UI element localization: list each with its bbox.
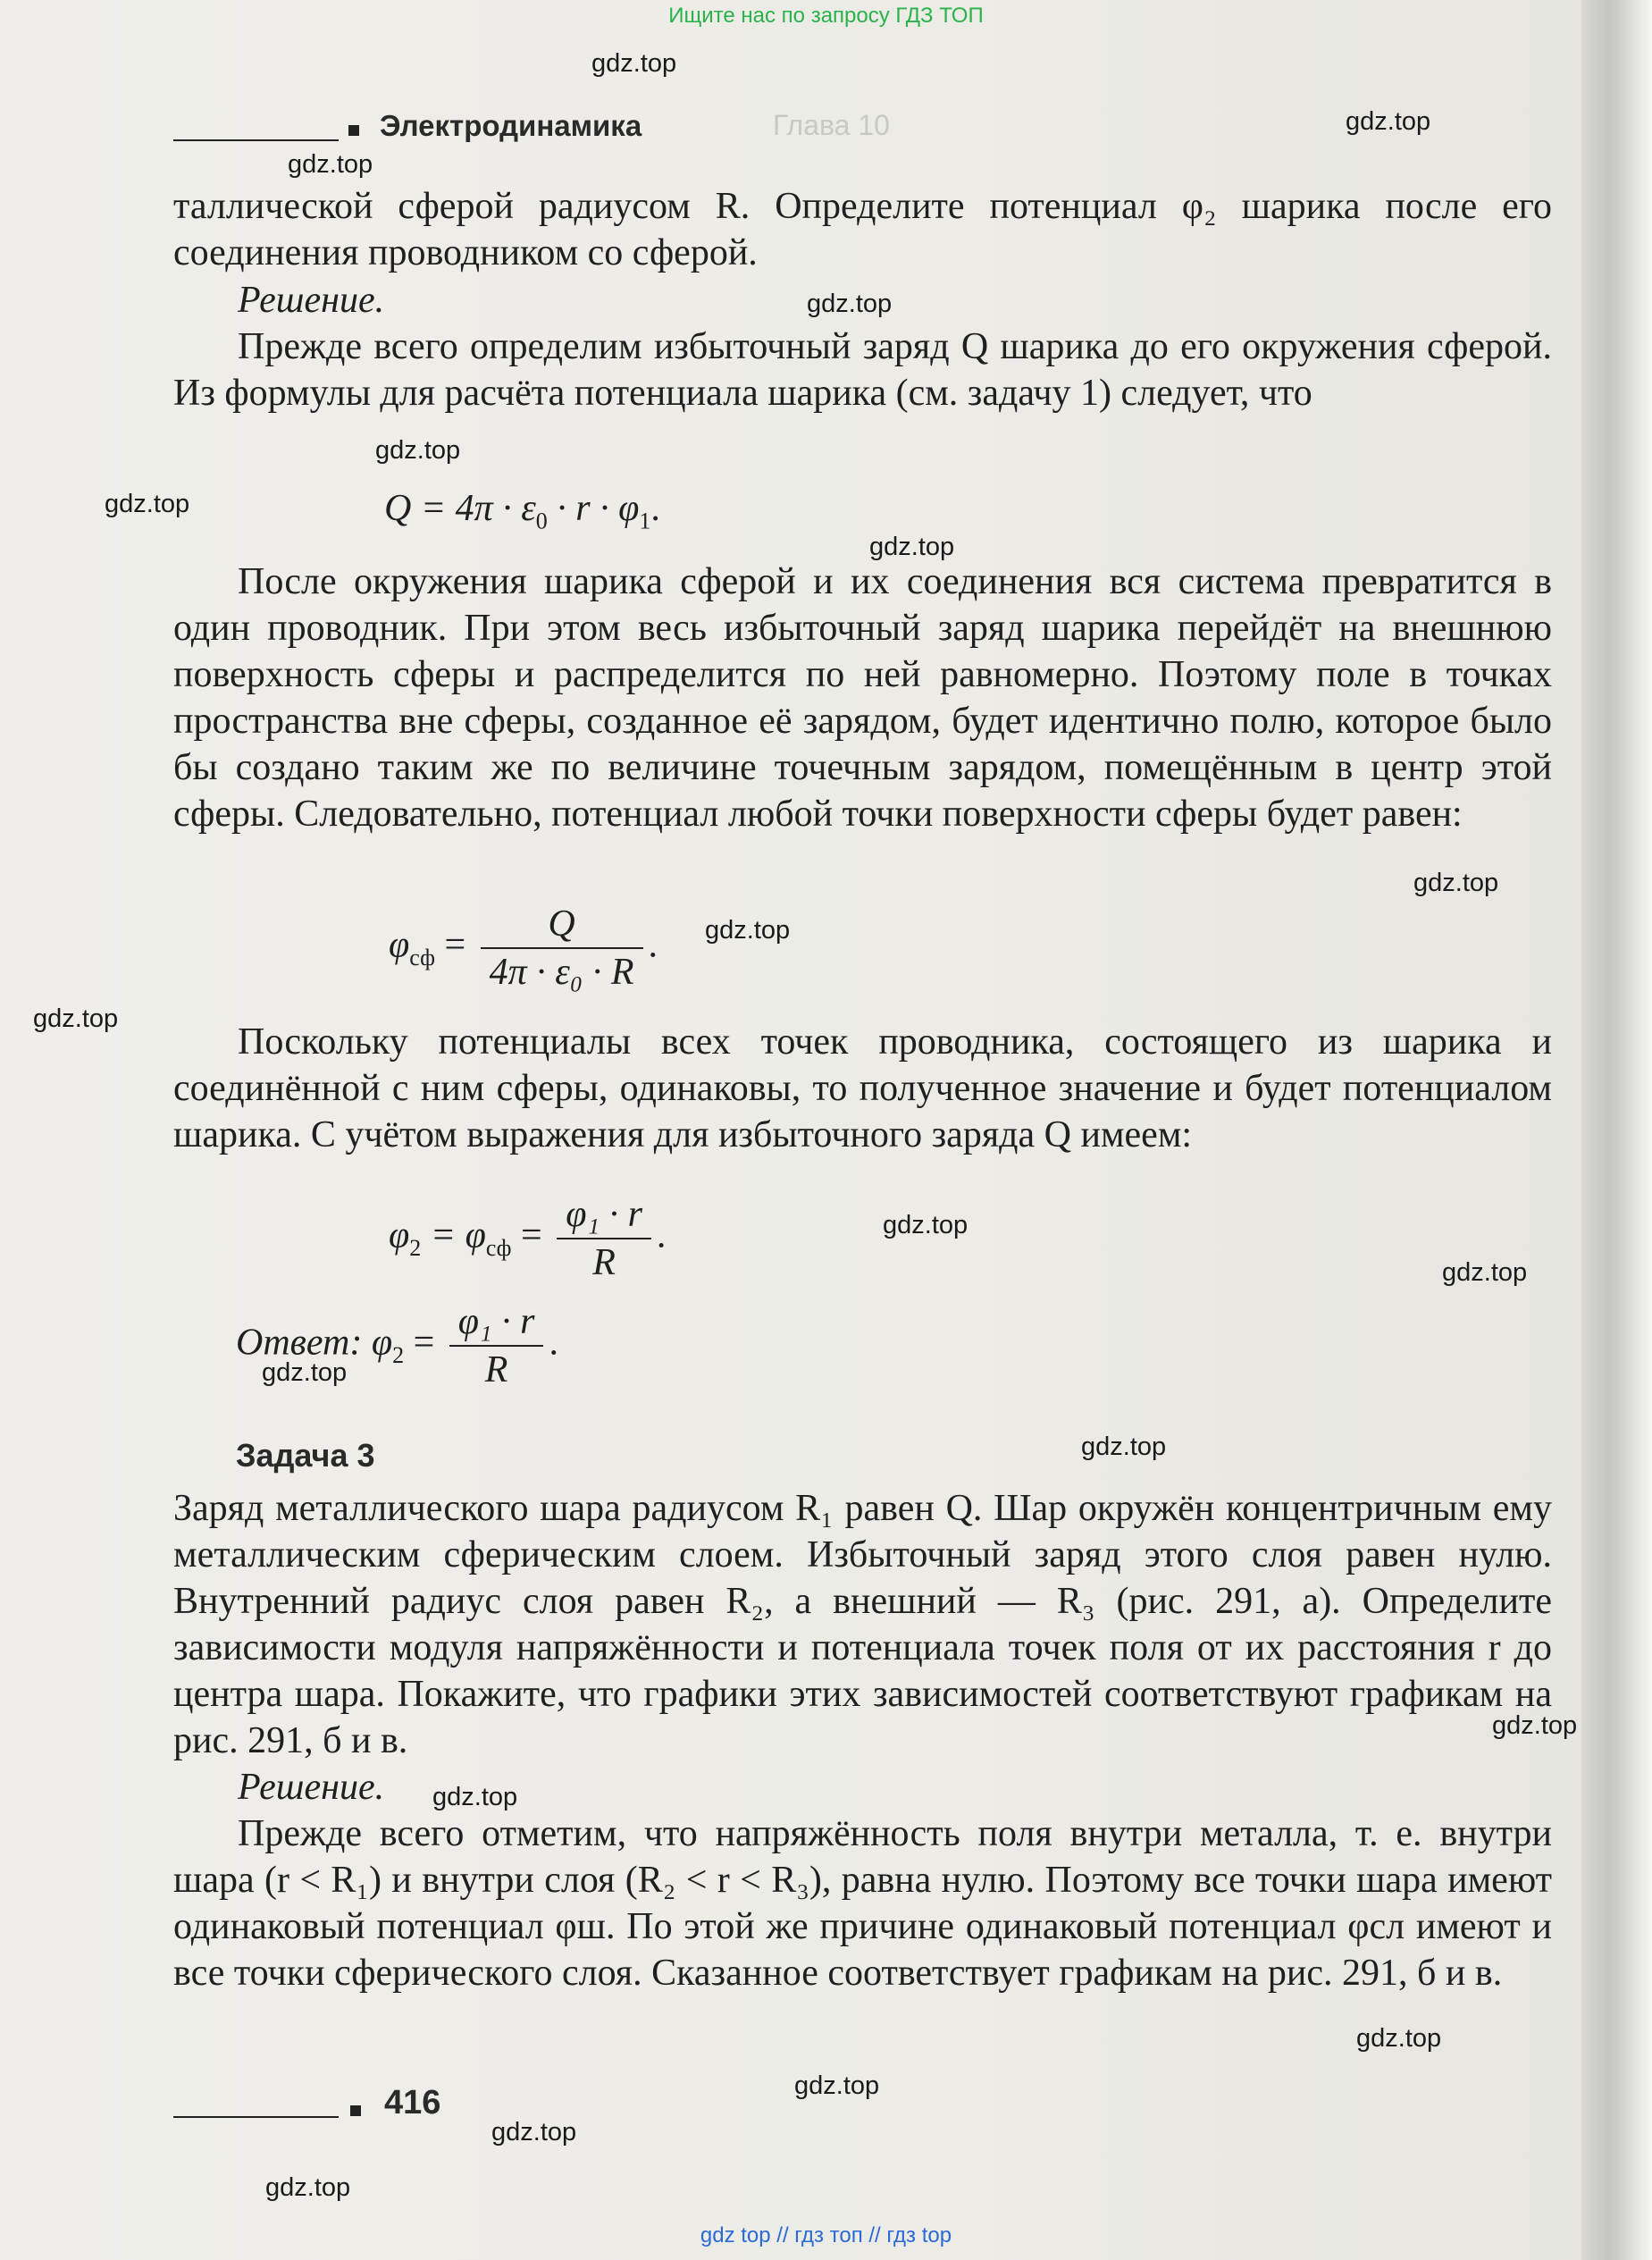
watermark: gdz.top bbox=[1492, 1711, 1578, 1740]
answer-fraction bbox=[449, 1300, 544, 1391]
formula3-sub2: сф bbox=[485, 1235, 512, 1262]
formula2-numerator: Q bbox=[481, 903, 643, 949]
formula3-numerator: φ₁ · r bbox=[557, 1193, 651, 1239]
formula2-fraction bbox=[481, 903, 643, 994]
formula3-fraction bbox=[557, 1193, 651, 1284]
paragraph-2: Прежде всего определим избыточный заряд Q шарика до его окружения сферой. Из формулы для расчёта потенциала шарика (см. задачу 1) следует, что bbox=[173, 326, 1552, 414]
watermark: gdz.top bbox=[432, 1783, 518, 1811]
formula3-eq2: = bbox=[511, 1214, 552, 1256]
watermark: gdz.top bbox=[1442, 1258, 1528, 1287]
task-3-title: Задача 3 bbox=[236, 1437, 375, 1474]
watermark: gdz.top bbox=[1356, 2024, 1442, 2053]
task-3-block bbox=[173, 1485, 1552, 1996]
header-rule bbox=[173, 139, 339, 141]
top-banner[interactable]: Ищите нас по запросу ГДЗ ТОП bbox=[668, 4, 984, 28]
answer-end: . bbox=[549, 1322, 558, 1364]
formula3-eq1: = φ bbox=[421, 1214, 486, 1256]
paragraph-1-text: таллической сферой радиусом R. Определите потенциал φ₂ шарика после его соединения проводником со сферой. bbox=[173, 186, 1552, 273]
formula-sphere-potential bbox=[389, 903, 658, 994]
watermark: gdz.top bbox=[105, 490, 190, 518]
footer-square-icon bbox=[350, 2105, 361, 2116]
task-3-statement: Заряд металлического шара радиусом R₁ равен Q. Шар окружён концентричным ему металлическим сферическим слоем. Избыточный заряд этого слоя равен нулю. Внутренний радиус слоя равен R₂, а внешний — R₃ (рис. 291, а). Определите зависимости модуля напряжённости и потенциала точек поля от их расстояния r до центра шара. Покажите, что графики этих зависимостей соответствуют графикам на рис. 291, б и в. bbox=[173, 1488, 1552, 1761]
page-edge bbox=[1581, 0, 1652, 2260]
watermark: gdz.top bbox=[883, 1211, 969, 1239]
watermark: gdz.top bbox=[375, 436, 461, 465]
paragraph-3: После окружения шарика сферой и их соединения вся система превратится в один проводник. При этом весь избыточный заряд шарика перейдёт на внешнюю поверхность сферы и распределится по ней равномерно. Поэтому поле в точках пространства вне сферы, созданное её зарядом, будет идентично полю, которое было бы создано таким же по величине точечным зарядом, помещённым в центр этой сферы. Следовательно, потенциал любой точки поверхности сферы будет равен: bbox=[173, 561, 1552, 835]
formula-charge-sub-phi: 1 bbox=[639, 508, 651, 534]
formula-charge-mid: · r · φ bbox=[547, 488, 640, 529]
formula-charge-end: . bbox=[650, 488, 660, 529]
watermark: gdz.top bbox=[33, 1004, 119, 1033]
watermark: gdz.top bbox=[794, 2071, 880, 2100]
answer-denominator: R bbox=[484, 1349, 508, 1390]
watermark: gdz.top bbox=[807, 290, 893, 318]
solution-label-2: Решение. bbox=[238, 1767, 385, 1808]
watermark: gdz.top bbox=[288, 150, 373, 179]
bleed-through-text: Глава 10 bbox=[773, 109, 890, 141]
formula3-lhs: φ bbox=[389, 1214, 410, 1256]
watermark: gdz.top bbox=[491, 2118, 577, 2147]
watermark: gdz.top bbox=[1346, 107, 1431, 136]
footer-rule bbox=[173, 2116, 339, 2118]
formula-charge bbox=[384, 487, 660, 534]
solution-label: Решение. bbox=[238, 280, 385, 321]
section-title: Электродинамика bbox=[380, 109, 642, 142]
watermark: gdz.top bbox=[869, 533, 955, 561]
formula3-end: . bbox=[656, 1214, 667, 1256]
answer-lhs: φ bbox=[371, 1322, 393, 1364]
answer-label: Ответ: bbox=[236, 1322, 363, 1364]
answer-eq: = bbox=[404, 1322, 444, 1364]
formula3-denominator: R bbox=[592, 1242, 616, 1283]
formula2-sub: сф bbox=[409, 945, 435, 971]
watermark: gdz.top bbox=[262, 1358, 348, 1387]
watermark: gdz.top bbox=[1413, 869, 1499, 897]
watermark: gdz.top bbox=[1081, 1432, 1167, 1461]
paragraph-1 bbox=[173, 183, 1552, 276]
paragraph-6: Прежде всего отметим, что напряжённость поля внутри металла, т. е. внутри шара (r < R₁) и внутри слоя (R₂ < r < R₃), равна нулю. Поэтому все точки шара имеют одинаковый потенциал φш. По этой же причине одинаковый потенциал φсл имеют и все точки сферического слоя. Сказанное соответствует графикам на рис. 291, б и в. bbox=[173, 1813, 1552, 1994]
formula-ball-potential bbox=[389, 1193, 666, 1284]
paragraph-3-block bbox=[173, 559, 1552, 837]
watermark: gdz.top bbox=[705, 916, 791, 945]
formula-charge-sub-eps: 0 bbox=[535, 508, 548, 534]
formula2-eq: = bbox=[434, 924, 475, 966]
page-number: 416 bbox=[384, 2084, 441, 2121]
formula3-sub1: 2 bbox=[409, 1235, 422, 1262]
header-square-icon bbox=[348, 125, 359, 136]
watermark: gdz.top bbox=[265, 2173, 351, 2202]
answer-numerator: φ₁ · r bbox=[449, 1300, 544, 1347]
formula2-denominator: 4π · ε₀ · R bbox=[489, 952, 634, 993]
formula-charge-lhs: Q = 4π · ε bbox=[384, 488, 536, 529]
paragraph-4: Поскольку потенциалы всех точек проводника, состоящего из шарика и соединённой с ним сферы, одинаковы, то полученное значение и будет потенциалом шарика. С учётом выражения для избыточного заряда Q имеем: bbox=[173, 1021, 1552, 1155]
answer-sub: 2 bbox=[392, 1342, 405, 1369]
formula2-lhs: φ bbox=[389, 924, 410, 966]
bottom-banner[interactable]: gdz top // гдз топ // гдз top bbox=[700, 2223, 952, 2247]
formula2-end: . bbox=[648, 924, 658, 966]
watermark: gdz.top bbox=[591, 49, 677, 78]
paragraph-4-block bbox=[173, 1019, 1552, 1158]
